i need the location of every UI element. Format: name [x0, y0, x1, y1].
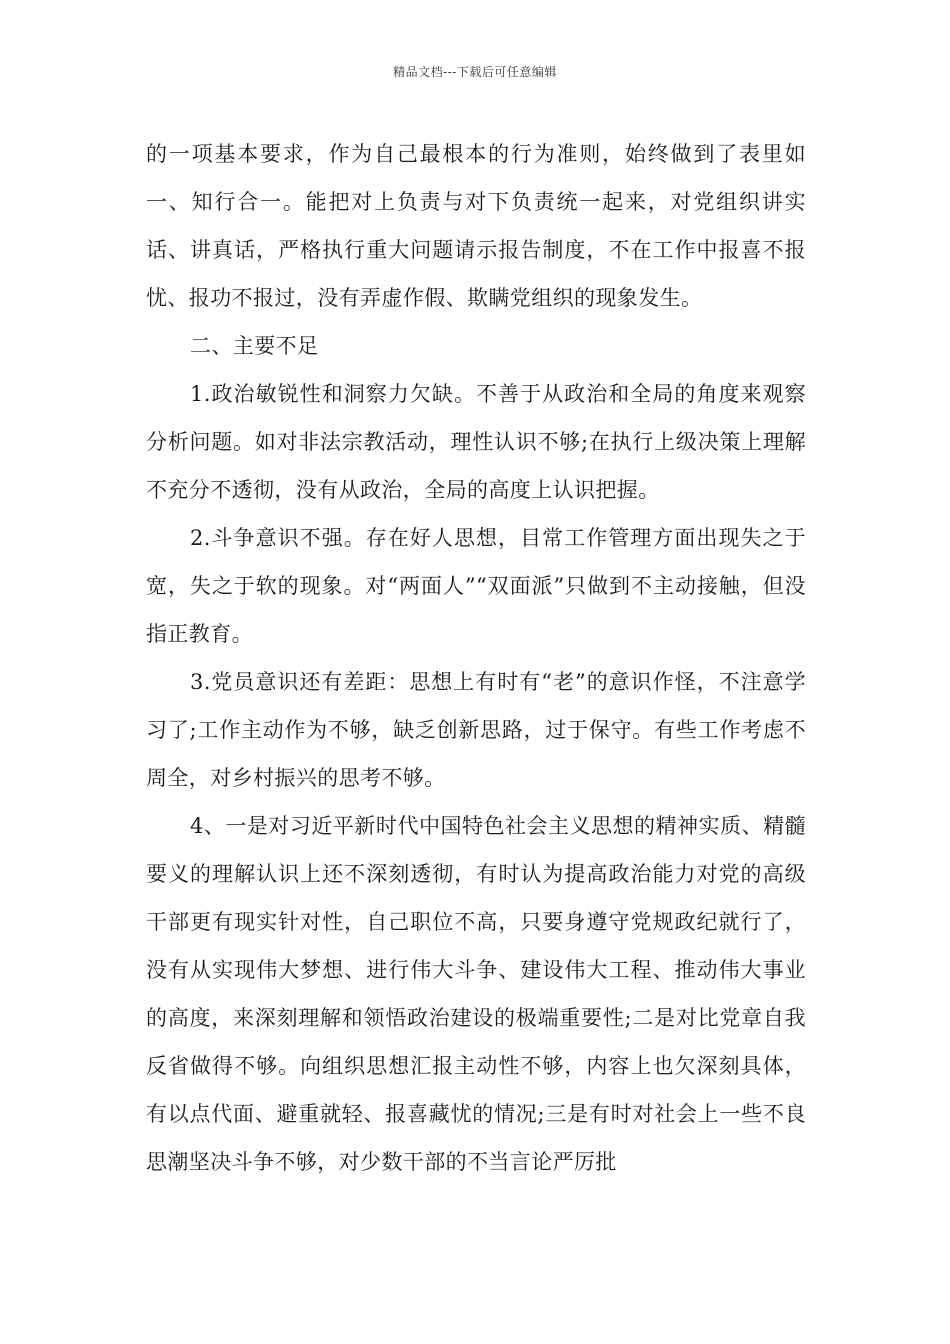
page-header: 精品文档---下载后可任意编辑	[393, 65, 557, 79]
document-body	[146, 130, 806, 1186]
paragraph-continuation: 的一项基本要求，作为自己最根本的行为准则，始终做到了表里如一、知行合一。能把对上负责与对下负责统一起来，对党组织讲实话、讲真话，严格执行重大问题请示报告制度，不在工作中报喜不报忧、报功不报过，没有弄虚作假、欺瞒党组织的现象发生。	[146, 142, 806, 310]
paragraph-item-1: 1.政治敏锐性和洞察力欠缺。不善于从政治和全局的角度来观察分析问题。如对非法宗教活动，理性认识不够;在执行上级决策上理解不充分不透彻，没有从政治，全局的高度上认识把握。	[146, 382, 806, 502]
paragraph-item-3: 3.党员意识还有差距：思想上有时有“老”的意识作怪，不注意学习了;工作主动作为不够，缺乏创新思路，过于保守。有些工作考虑不周全，对乡村振兴的思考不够。	[146, 670, 806, 790]
paragraph-item-2: 2.斗争意识不强。存在好人思想，目常工作管理方面出现失之于宽，失之于软的现象。对“两面人”“双面派”只做到不主动接触，但没指正教育。	[146, 526, 806, 646]
paragraph-item-4: 4、一是对习近平新时代中国特色社会主义思想的精神实质、精髓要义的理解认识上还不深刻透彻，有时认为提高政治能力对党的高级干部更有现实针对性，自己职位不高，只要身遵守党规政纪就行了，没有从实现伟大梦想、进行伟大斗争、建设伟大工程、推动伟大事业的高度，来深刻理解和领悟政治建设的极端重要性;二是对比党章自我反省做得不够。向组织思想汇报主动性不够，内容上也欠深刻具体，有以点代面、避重就轻、报喜藏忧的情况;三是有时对社会上一些不良思潮坚决斗争不够，对少数干部的不当言论严厉批	[146, 814, 806, 1174]
section-heading-shortcomings: 二、主要不足	[190, 334, 319, 358]
